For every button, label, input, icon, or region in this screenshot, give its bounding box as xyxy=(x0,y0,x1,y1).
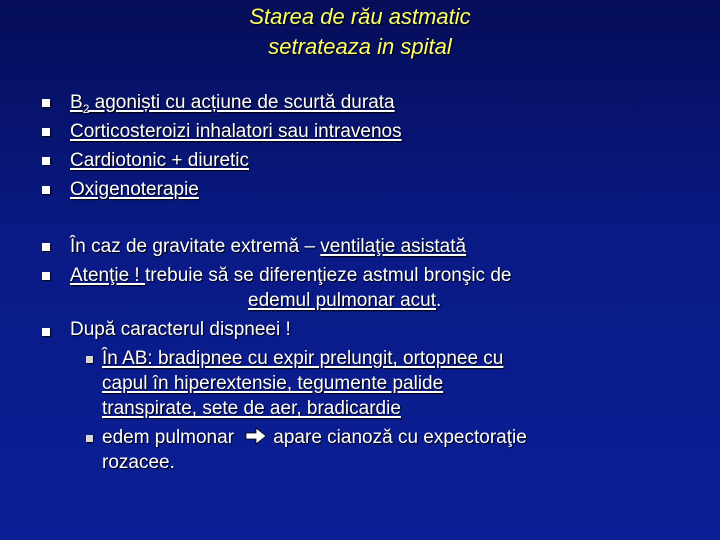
text-fragment: În caz de gravitate extremă – xyxy=(70,236,321,257)
square-bullet-icon xyxy=(86,435,93,442)
text-fragment: edemul pulmonar acut xyxy=(248,290,436,311)
text-fragment: B xyxy=(70,92,83,113)
square-bullet-icon xyxy=(42,243,50,251)
sub-list-item-continuation: rozacee. xyxy=(102,452,175,473)
list-item: Cardiotonic + diuretic xyxy=(70,150,250,171)
square-bullet-icon xyxy=(42,186,50,194)
text-fragment: apare cianoză cu expectoraţie xyxy=(273,427,527,448)
text-fragment: trebuie să se diferenţieze astmul bronşic de xyxy=(145,265,512,286)
text-fragment: În AB: xyxy=(102,348,153,369)
sub-list-item-continuation: capul în hiperextensie, tegumente palide xyxy=(102,373,444,394)
square-bullet-icon xyxy=(42,328,50,336)
text-fragment: . xyxy=(436,290,442,311)
slide-title xyxy=(0,2,720,62)
list-item-continuation xyxy=(248,289,441,313)
text-fragment: ventilaţie asistată xyxy=(320,236,467,257)
subscript: 2 xyxy=(82,101,90,116)
list-item xyxy=(70,91,395,121)
square-bullet-icon xyxy=(42,272,50,280)
text-fragment: bradipnee cu expir prelungit, ortopnee cu xyxy=(152,348,504,369)
square-bullet-icon xyxy=(42,99,50,107)
title-line-2: setrateaza in spital xyxy=(268,34,452,59)
square-bullet-icon xyxy=(42,157,50,165)
text-fragment: edem pulmonar xyxy=(102,427,240,448)
text-fragment: Atenţie ! xyxy=(70,265,145,286)
title-line-1: Starea de rău astmatic xyxy=(249,4,471,29)
list-item: După caracterul dispneei ! xyxy=(70,319,291,340)
list-item: Corticosteroizi inhalatori sau intravenos xyxy=(70,121,402,142)
list-item: Oxigenoterapie xyxy=(70,179,199,200)
list-item xyxy=(70,264,511,288)
square-bullet-icon xyxy=(42,128,50,136)
square-bullet-icon xyxy=(86,356,93,363)
text-fragment: agoniști cu acțiune de scurtă durata xyxy=(89,92,395,113)
sub-list-item xyxy=(102,347,503,371)
right-arrow-icon xyxy=(245,427,267,452)
sub-list-item xyxy=(102,426,527,452)
sub-list-item-continuation: transpirate, sete de aer, bradicardie xyxy=(102,398,401,419)
list-item xyxy=(70,235,466,259)
